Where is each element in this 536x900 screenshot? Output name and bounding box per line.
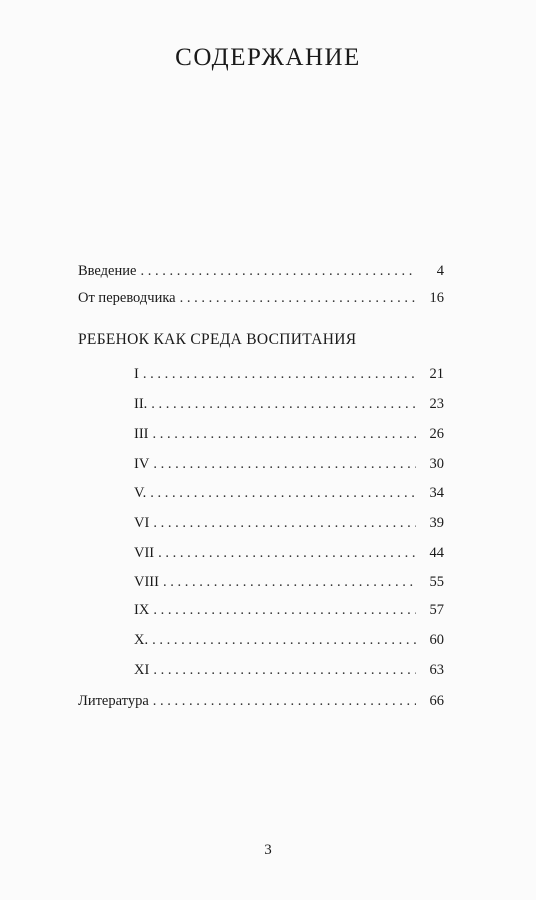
dot-leader <box>153 692 416 710</box>
dot-leader <box>153 455 416 473</box>
toc-chapter-label: III <box>134 426 149 442</box>
toc-chapter-page: 39 <box>429 515 444 531</box>
dot-leader <box>151 395 416 413</box>
toc-chapter-label: X. <box>134 632 149 648</box>
toc-chapter-1[interactable] <box>134 365 444 383</box>
toc-chapter-6[interactable] <box>134 514 444 532</box>
toc-chapter-label: VI <box>134 515 150 531</box>
toc-chapter-label: I <box>134 366 139 382</box>
toc-chapter-label: VII <box>134 545 155 561</box>
dot-leader <box>153 425 417 443</box>
toc-entry-label: От переводчика <box>78 290 176 306</box>
toc-entry-label: Литература <box>78 693 149 709</box>
toc-chapter-label: V. <box>134 485 147 501</box>
toc-entry-introduction[interactable] <box>78 262 444 280</box>
toc-chapter-label: II. <box>134 396 148 412</box>
dot-leader <box>150 484 416 502</box>
dot-leader <box>152 631 416 649</box>
toc-chapter-10[interactable] <box>134 631 444 649</box>
page-number: 3 <box>264 842 272 858</box>
dot-leader <box>163 573 416 591</box>
toc-chapter-page: 44 <box>429 545 444 561</box>
toc-chapter-label: XI <box>134 662 150 678</box>
dot-leader <box>140 262 416 280</box>
toc-chapter-3[interactable] <box>134 425 444 443</box>
dot-leader <box>180 289 416 307</box>
toc-chapter-page: 30 <box>429 456 444 472</box>
toc-chapter-page: 34 <box>429 485 444 501</box>
toc-chapter-page: 60 <box>429 632 444 648</box>
toc-entry-translator-note[interactable] <box>78 289 444 307</box>
toc-entry-page: 4 <box>436 263 444 279</box>
toc-entry-literature[interactable] <box>78 692 444 710</box>
toc-chapter-label: IX <box>134 602 150 618</box>
toc-chapter-page: 26 <box>429 426 444 442</box>
toc-chapter-9[interactable] <box>134 601 444 619</box>
toc-chapter-5[interactable] <box>134 484 444 502</box>
dot-leader <box>153 601 416 619</box>
toc-chapter-2[interactable] <box>134 395 444 413</box>
dot-leader <box>158 544 416 562</box>
toc-chapter-4[interactable] <box>134 455 444 473</box>
toc-chapter-label: VIII <box>134 574 159 590</box>
dot-leader <box>143 365 416 383</box>
dot-leader <box>153 514 416 532</box>
toc-chapter-8[interactable] <box>134 573 444 591</box>
dot-leader <box>153 661 416 679</box>
toc-chapter-7[interactable] <box>134 544 444 562</box>
page-title: СОДЕРЖАНИЕ <box>175 44 361 71</box>
toc-chapter-page: 21 <box>429 366 444 382</box>
toc-entry-page: 16 <box>429 290 444 306</box>
toc-chapter-label: IV <box>134 456 150 472</box>
toc-chapter-11[interactable] <box>134 661 444 679</box>
toc-entry-label: Введение <box>78 263 137 279</box>
toc-chapter-page: 23 <box>429 396 444 412</box>
toc-chapter-page: 63 <box>429 662 444 678</box>
section-heading: РЕБЕНОК КАК СРЕДА ВОСПИТАНИЯ <box>78 331 357 348</box>
toc-chapter-page: 55 <box>429 574 444 590</box>
toc-entry-page: 66 <box>429 693 444 709</box>
toc-chapter-page: 57 <box>429 602 444 618</box>
